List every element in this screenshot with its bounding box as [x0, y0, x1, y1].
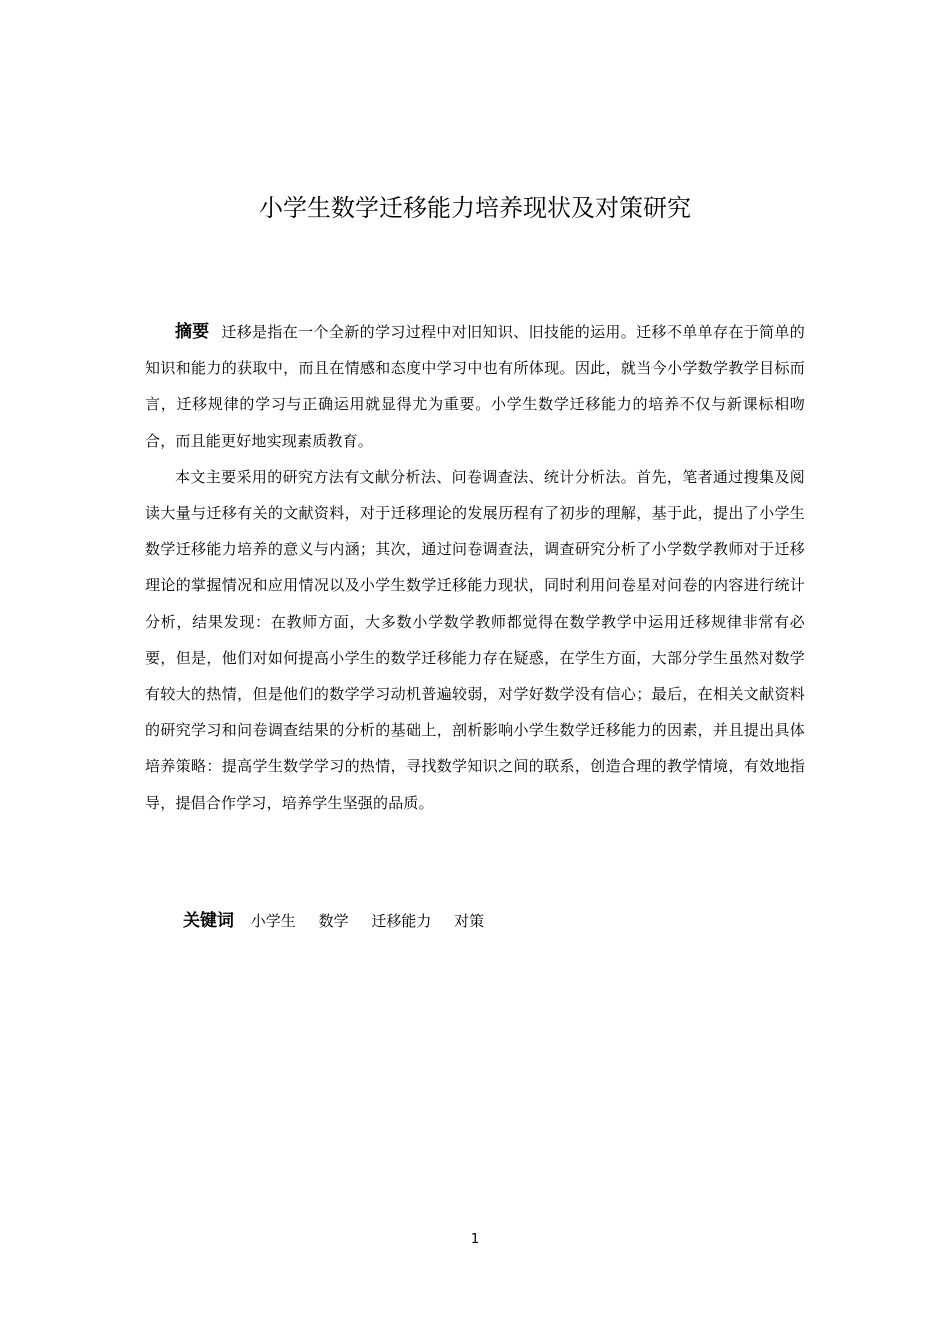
abstract-paragraph-2: 本文主要采用的研究方法有文献分析法、问卷调查法、统计分析法。首先，笔者通过搜集及阅读大量与迁移有关的文献资料，对于迁移理论的发展历程有了初步的理解，基于此，提出了小学生数学迁移能力培养的意义与内涵；其次，通过问卷调查法，调查研究分析了小学数学教师对于迁移理论的掌握情况和应用情况以及小学生数学迁移能力现状，同时利用问卷星对问卷的内容进行统计分析，结果发现：在教师方面，大多数小学数学教师都觉得在数学教学中运用迁移规律非常有必要，但是，他们对如何提高小学生的数学迁移能力存在疑惑，在学生方面，大部分学生虽然对数学有较大的热情，但是他们的数学学习动机普遍较弱，对学好数学没有信心；最后，在相关文献资料的研究学习和问卷调查结果的分析的基础上，剖析影响小学生数学迁移能力的因素，并且提出具体培养策略：提高学生数学学习的热情，寻找数学知识之间的联系，创造合理的教学情境，有效地指导，提倡合作学习，培养学生坚强的品质。 — [145, 467, 805, 812]
abstract-label: 摘要 — [175, 322, 210, 342]
abstract-section — [145, 314, 805, 821]
keyword-item: 对策 — [454, 912, 485, 930]
keywords-section — [183, 906, 502, 936]
keyword-item: 小学生 — [250, 912, 296, 930]
keywords-label: 关键词 — [183, 911, 234, 931]
abstract-paragraph-1 — [145, 314, 805, 459]
keyword-item: 数学 — [318, 912, 349, 930]
page-number: 1 — [470, 1232, 480, 1247]
abstract-paragraph-1-text: 迁移是指在一个全新的学习过程中对旧知识、旧技能的运用。迁移不单单存在于简单的知识和能力的获取中，而且在情感和态度中学习中也有所体现。因此，就当今小学数学教学目标而言，迁移规律的学习与正确运用就显得尤为重要。小学生数学迁移能力的培养不仅与新课标相吻合，而且能更好地实现素质教育。 — [145, 323, 805, 450]
paper-title: 小学生数学迁移能力培养现状及对策研究 — [259, 194, 691, 222]
keyword-item: 迁移能力 — [371, 912, 432, 930]
